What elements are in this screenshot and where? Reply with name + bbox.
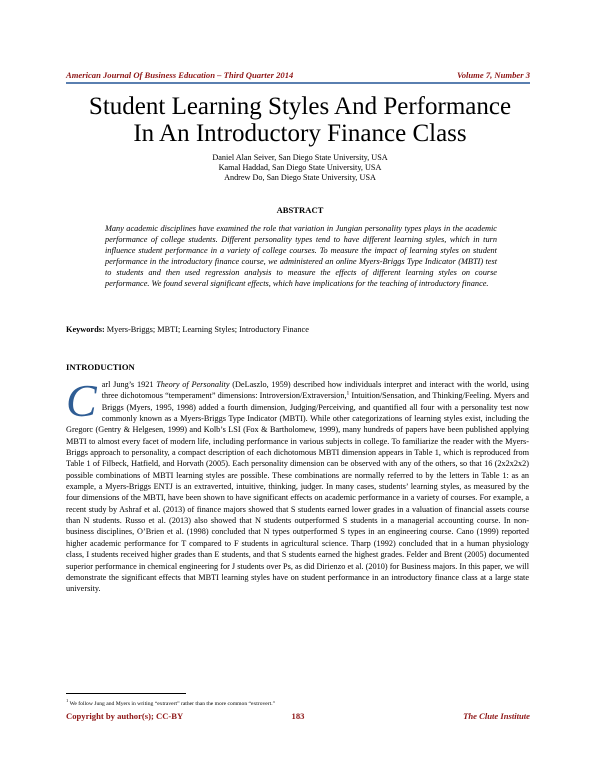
drop-cap: C — [66, 375, 97, 426]
page-number: 183 — [291, 711, 305, 721]
introduction-heading: INTRODUCTION — [66, 362, 135, 372]
intro-text-rest: Intuition/Sensation, and Thinking/Feeling. Myers and Briggs (Myers, 1995, 1998) added a fourth dimension, Judging/Perceiving, and quantified all four with a personality test now commonly known as a Myers-Briggs Type Indicator (MBTI). While other categorizations of learning styles exist, including the Gregorc (Gentry & Helgesen, 1999) and Kolb’s LSI (Fox & Bartholomew, 1999), many hundreds of papers have been published applying MBTI to almost every facet of modern life, including performance in various subjects in college. To familiarize the reader with the Myers-Briggs approach to personality, a compact description of each dichotomous MBTI dimension appears in Table 1, which is reproduced from Table 1 of Filbeck, Hatfield, and Horvath (2005). Each personality dimension can be observed with any of the others, so that 16 (2x2x2x2) possible combinations of MBTI learning styles are possible. These combinations are normally referred to by the letters in Table 1: as an example, a Myers-Briggs ENTJ is an extraverted, intuitive, thinking, judger. In many cases, students’ learning styles, as measured by the four dimensions of the MBTI, have been shown to have significant effects on academic performance in a variety of courses. For example, a recent study by Ashraf et al. (2013) of finance majors showed that S students earned lower grades in a valuation of financial assets course than N students. Russo et al. (2013) also showed that N students outperformed S students in a managerial accounting course. In non-business disciplines, O’Brien et al. (1998) concluded that N types outperformed S types in an engineering course. Cano (1999) reported higher academic performance for T compared to F students in agricultural science. Tharp (1992) concluded that in a human physiology class, I students received higher grades than E students, and that S students earned the highest grades. Felder and Brent (2005) documented superior performance in chemical engineering for J students over Ps, as did Dirienzo et al. (2010) for Business majors. In this paper, we will demonstrate the significant effects that MBTI learning styles have on student performance in an introductory finance class at a large state university. — [66, 391, 529, 594]
footnote-number: 1 — [66, 698, 69, 703]
author-list — [40, 153, 560, 183]
footnote — [66, 697, 530, 708]
footnote-rule — [66, 693, 186, 694]
abstract-text: Many academic disciplines have examined the role that variation in Jungian personality types plays in the academic performance of college students. Different personality types tend to have different learning styles, which in turn influence student performance in a variety of college courses. To measure the impact of learning styles on student performance in the introductory finance course, we administered an online Myers-Briggs Type Indicator (MBTI) test to students and then used regression analysis to measure the effects of different learning styles on course performance. We found several significant effects, which have implications for the teaching of introductory finance. — [105, 224, 497, 289]
abstract-heading: ABSTRACT — [276, 205, 324, 215]
keywords-label: Keywords: — [66, 325, 105, 334]
author-1: Daniel Alan Seiver, San Diego State University, USA — [212, 153, 388, 162]
footnote-text: We follow Jung and Myers in writing “extravert” rather than the more common “extrovert.” — [69, 700, 276, 707]
footnote-reference[interactable]: 1 — [346, 390, 350, 397]
title-line-2: In An Introductory Finance Class — [133, 120, 467, 147]
keywords-text: Myers-Briggs; MBTI; Learning Styles; Introductory Finance — [106, 325, 309, 334]
introduction-paragraph — [66, 375, 529, 595]
publisher-name: The Clute Institute — [463, 711, 530, 721]
intro-text-mid: (DeLaszlo, 1959) described how individuals interpret and interact with the world, using three dichotomous “temperament” dimensions: Introversion/Extraversion, — [101, 380, 529, 401]
title-line-1: Student Learning Styles And Performance — [88, 93, 512, 120]
author-2: Kamal Haddad, San Diego State University, USA — [218, 163, 382, 172]
keywords — [66, 325, 530, 334]
page-footer — [66, 711, 530, 725]
intro-text-start: arl Jung’s 1921 — [101, 380, 157, 389]
paper-title — [40, 93, 560, 147]
copyright-notice: Copyright by author(s); CC-BY — [66, 711, 184, 721]
book-title: Theory of Personality — [156, 380, 230, 389]
volume-number: Volume 7, Number 3 — [456, 70, 530, 80]
author-3: Andrew Do, San Diego State University, USA — [224, 173, 376, 182]
header-rule — [66, 82, 530, 84]
running-header — [66, 70, 530, 80]
journal-title: American Journal Of Business Education – Third Quarter 2014 — [66, 70, 294, 80]
